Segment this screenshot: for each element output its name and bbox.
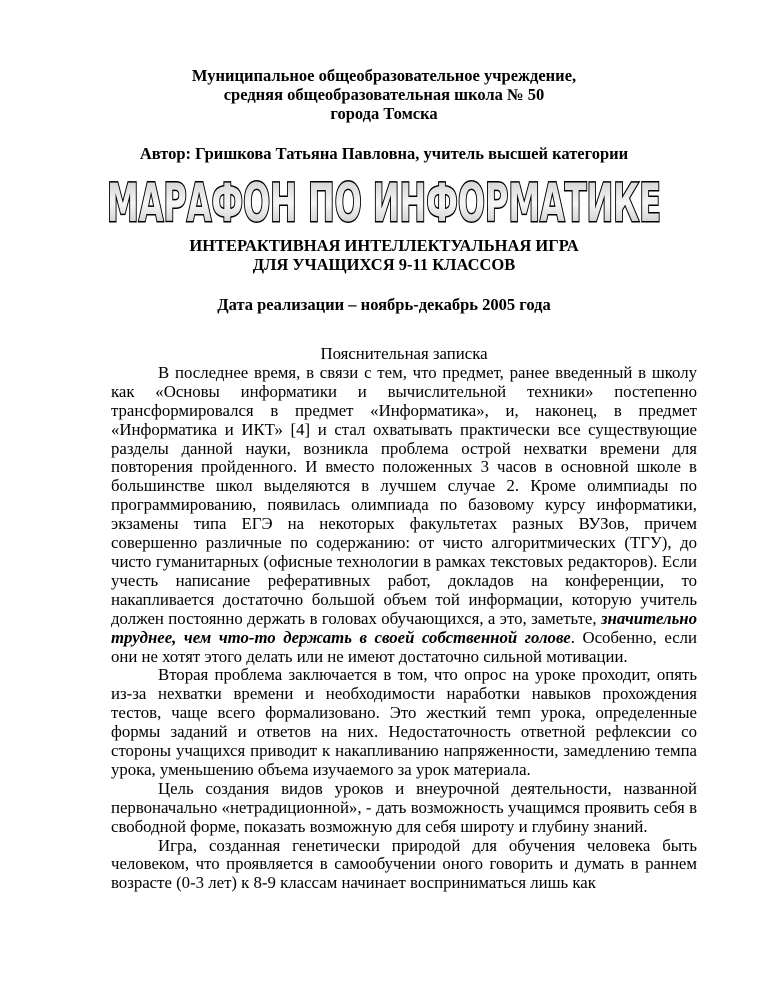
subtitle-line-1: ИНТЕРАКТИВНАЯ ИНТЕЛЛЕКТУАЛЬНАЯ ИГРА bbox=[189, 236, 579, 255]
paragraph-1-tail: . Особенно, если они не хотят этого делать или не имеют достаточно сильной мотивации. bbox=[111, 627, 697, 666]
paragraph-1 bbox=[111, 364, 697, 667]
document-body bbox=[111, 345, 697, 893]
institution-header bbox=[0, 66, 768, 123]
paragraph-4: Игра, созданная генетически природой для обучения человека быть человеком, что проявляется в самообучении оного говорить и думать в раннем возрасте (0-3 лет) к 8-9 классам начинает восприниматься лишь как bbox=[111, 835, 697, 893]
title-banner bbox=[0, 178, 768, 226]
institution-line-1: Муниципальное общеобразовательное учреждение, bbox=[191, 66, 577, 85]
date-line: Дата реализации – ноябрь-декабрь 2005 года bbox=[217, 295, 551, 314]
institution-line-3: города Томска bbox=[330, 104, 438, 123]
paragraph-1-emphasis: значительно труднее, чем что-то держать в своей собственной голове bbox=[111, 608, 697, 647]
game-subtitle bbox=[0, 236, 768, 274]
section-caption: Пояснительная записка bbox=[320, 344, 488, 363]
paragraph-1-text: В последнее время, в связи с тем, что предмет, ранее введенный в школу как «Основы информатики и вычислительной техники» постепенно трансформировался в предмет «Информатика», и, наконец, в предмет «Информатика и ИКТ» [4] и стал охватывать практически все существующие разделы данной науки, возникла проблема острой нехватки времени для повторения пройденного. И вместо положенных 3 часов в основной школе в большинстве школ выделяются в лучшем случае 2. Кроме олимпиады по программированию, появилась олимпиада по базовому курсу информатики, экзамены типа ЕГЭ на некоторых факультетах разных ВУЗов, причем совершенно различные по содержанию: от чисто алгоритмических (ТГУ), до чисто гуманитарных (офисные технологии в рамках текстовых редакторов). Если учесть написание реферативных работ, докладов на конференции, то накапливается достаточно большой объем той информации, которую учитель должен постоянно держать в головах обучающихся, а это, заметьте, bbox=[111, 362, 697, 628]
institution-line-2: средняя общеобразовательная школа № 50 bbox=[223, 85, 545, 104]
subtitle-line-2: ДЛЯ УЧАЩИХСЯ 9-11 КЛАССОВ bbox=[252, 255, 516, 274]
paragraph-2: Вторая проблема заключается в том, что опрос на уроке проходит, опять из-за нехватки времени и необходимости наработки навыков прохождения тестов, чаще всего формализовано. Это жесткий темп урока, определенные формы заданий и ответов на них. Недостаточность ответной рефлексии со стороны учащихся приводит к накапливанию напряженности, замедлению темпа урока, уменьшению объема изучаемого за урок материала. bbox=[111, 665, 697, 779]
banner-title: МАРАФОН ПО ИНФОРМАТИКЕ bbox=[107, 178, 661, 226]
author-line: Автор: Гришкова Татьяна Павловна, учитель высшей категории bbox=[139, 144, 629, 163]
paragraph-3: Цель создания видов уроков и внеурочной деятельности, названной первоначально «нетрадиционной», - дать возможность учащимся проявить себя в свободной форме, показать возможную для себя широту и глубину знаний. bbox=[111, 778, 697, 836]
